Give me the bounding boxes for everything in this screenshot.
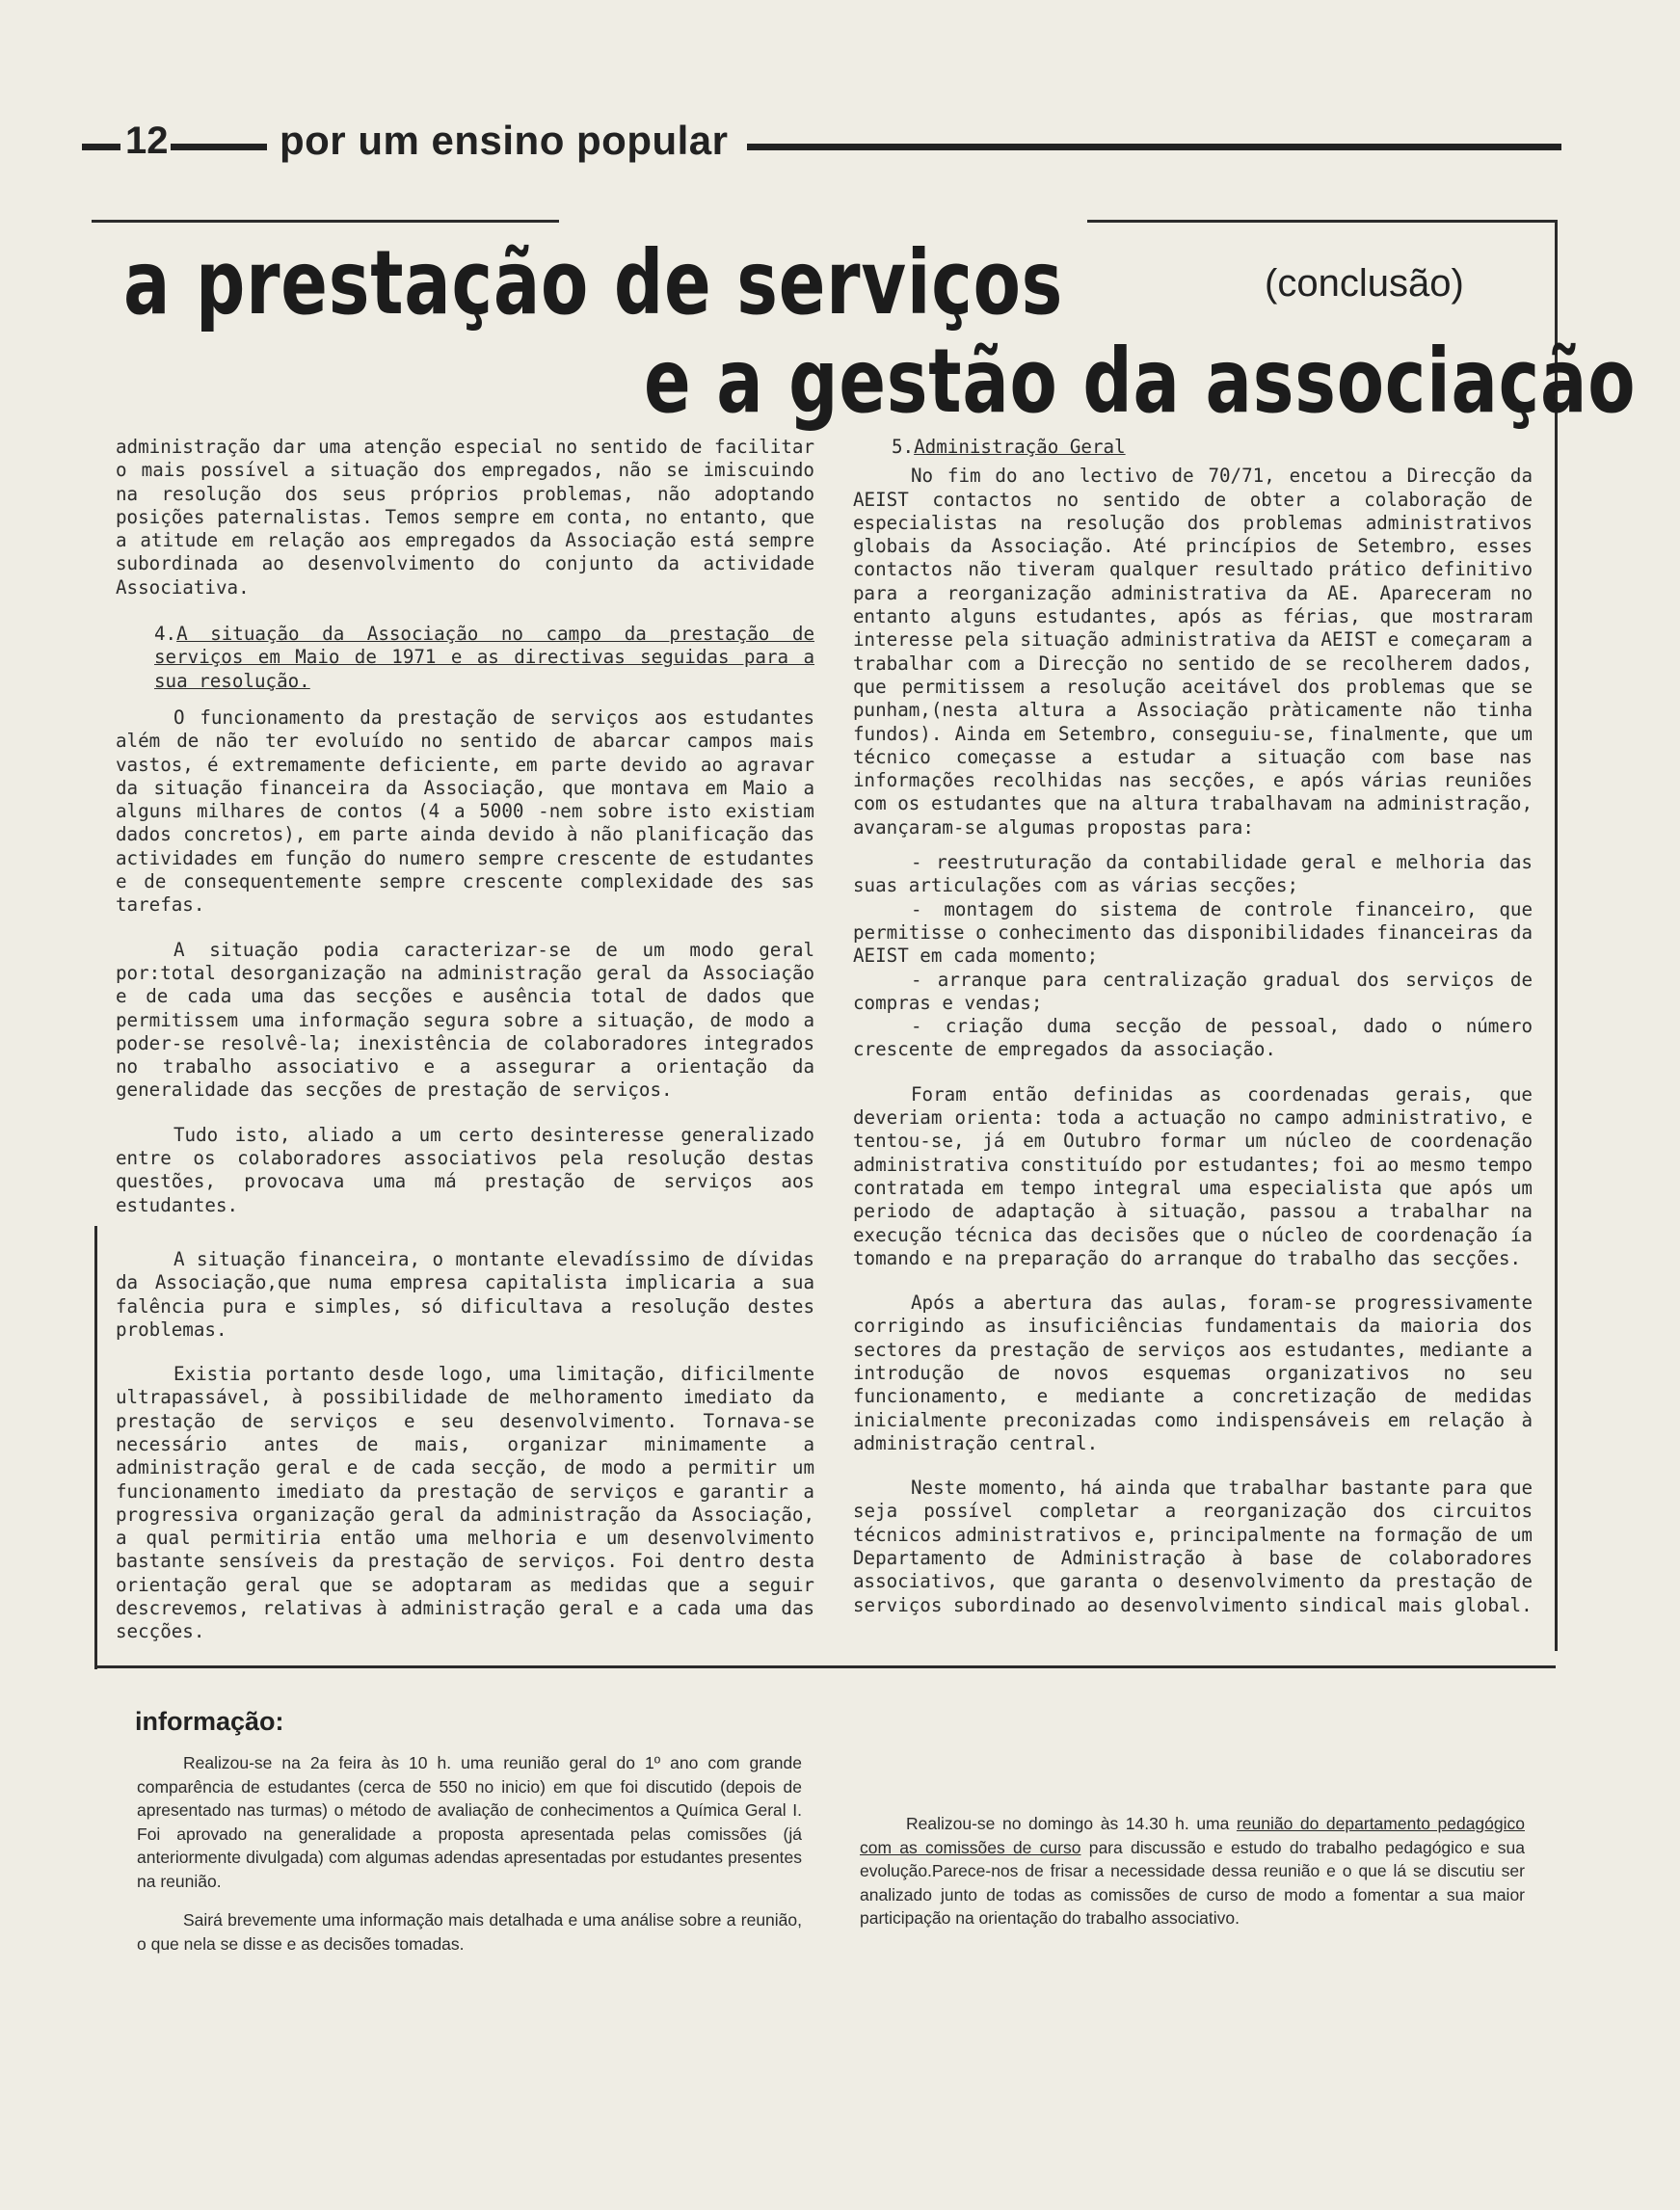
headline-subtitle: (conclusão) <box>1265 262 1464 305</box>
left-paragraph-4: Tudo isto, aliado a um certo desinteresse generalizado entre os colaboradores associativos pela resolução destas questões, provocava uma má prestação de serviços aos estudantes. <box>116 1123 814 1216</box>
left-paragraph-1: administração dar uma atenção especial no sentido de facilitar o mais possível a situação dos empregados, não se imiscuindo na resolução dos seus próprios problemas, não adoptando posições paternalistas. Temos sempre em conta, no entanto, que a atitude em relação aos empregados da Associação está sempre subordinada ao desenvolvimento do conjunto da actividade Associativa. <box>116 436 814 599</box>
info-right-underlined: reunião do departamento pedagógico com as comissões de curso <box>860 1814 1525 1857</box>
section-5-heading <box>853 436 1533 459</box>
info-right-paragraph <box>860 1812 1525 1930</box>
list-item: - montagem do sistema de controle financeiro, que permitisse o conhecimento das disponibilidades financeiras da AEIST em cada momento; <box>853 897 1533 968</box>
section-5-number: 5. <box>892 436 915 458</box>
right-paragraph-1: No fim do ano lectivo de 70/71, encetou a Direcção da AEIST contactos no sentido de obter a colaboração de especialistas na resolução dos problemas administrativos globais da Associação. Até princípios de Setembro, esses contactos não tiveram qualquer resultado prático definitivo para a reorganização administrativa da AE. Apareceram no entanto alguns estudantes, após as férias, que mostraram interesse pela situação administrativa da AEIST e começaram a trabalhar com a Direcção no sentido de se recolherem dados, que permitissem a resolução aceitável dos problemas que se punham,(nesta altura a Associação pràticamente não tinha fundos). Ainda em Setembro, conseguiu-se, finalmente, que um técnico começasse a estudar a situação com base nas informações recolhidas nas secções, e após várias reuniões com os estudantes que na altura trabalhavam na administração, avançaram-se algumas propostas para: <box>853 465 1533 839</box>
header-rule-right <box>747 144 1561 150</box>
section-4-title: A situação da Associação no campo da prestação de serviços em Maio de 1971 e as directivas seguidas para a sua resolução. <box>154 623 814 692</box>
info-right-text-start: Realizou-se no domingo às 14.30 h. uma <box>906 1814 1237 1833</box>
info-left-paragraph-2: Sairá brevemente uma informação mais detalhada e uma análise sobre a reunião, o que nela se disse e as decisões tomadas. <box>137 1910 802 1954</box>
headline-line-1: a prestação de serviços <box>123 231 1064 334</box>
info-left-paragraph-1: Realizou-se na 2a feira às 10 h. uma reunião geral do 1º ano com grande comparência de estudantes (cerca de 550 no inicio) em que foi discutido (depois de apresentado nas turmas) o método de avaliação de conhecimentos a Química Geral I. Foi aprovado na generalidade a proposta apresentada pelas comissões (já anteriormente divulgada) com algumas adendas apresentadas por estudantes presentes na reunião. <box>137 1753 802 1891</box>
frame-left-lower <box>94 1226 97 1669</box>
running-title: por um ensino popular <box>280 118 729 163</box>
info-left-block <box>137 1751 802 1956</box>
info-section-title: informação: <box>135 1707 284 1736</box>
left-paragraph-5: A situação financeira, o montante elevadíssimo de dívidas da Associação,que numa empresa capitalista implicaria a sua falência pura e simples, só dificultava a resolução destes problemas. <box>116 1247 814 1341</box>
article-right-column <box>853 436 1533 1617</box>
list-item: - arranque para centralização gradual dos serviços de compras e vendas; <box>853 968 1533 1014</box>
section-5-title: Administração Geral <box>914 436 1126 458</box>
frame-top-left <box>92 220 559 223</box>
section-4-heading <box>116 623 814 693</box>
info-right-text-end: para discussão e estudo do trabalho pedagógico e sua evolução.Parece-nos de frisar a necessidade dessa reunião e o que lá se discutiu ser analizado junto de todas as comissões de curso de modo a fomentar a sua maior participação na orientação do trabalho associativo. <box>860 1837 1525 1928</box>
info-right-block <box>860 1812 1525 1930</box>
left-paragraph-2: O funcionamento da prestação de serviços aos estudantes além de não ter evoluído no sentido de abarcar campos mais vastos, é extremamente deficiente, em parte devido ao agravar da situação financeira da Associação, que montava em Maio a alguns milhares de contos (4 a 5000 -nem sobre isto existiam dados concretos), em parte ainda devido à não planificação das actividades em função do numero sempre crescente de estudantes e de consequentemente sempre crescente complexidade des sas tarefas. <box>116 706 814 917</box>
right-paragraph-2: Foram então definidas as coordenadas gerais, que deveriam orienta: toda a actuação no campo administrativo, e tentou-se, já em Outubro formar um núcleo de coordenação administrativa constituído por estudantes; foi ao mesmo tempo contratada em tempo integral uma especialista que após um periodo de adaptação à situação, passou a trabalhar na execução técnica das decisões que o núcleo de coordenação ía tomando e na preparação do arranque do trabalho das secções. <box>853 1082 1533 1269</box>
frame-bottom <box>96 1665 1556 1668</box>
list-item: - criação duma secção de pessoal, dado o número crescente de empregados da associação. <box>853 1015 1533 1061</box>
headline-line-2: e a gestão da associação <box>644 330 1637 433</box>
section-4-number: 4. <box>154 623 177 646</box>
frame-right <box>1555 220 1558 1651</box>
left-paragraph-6: Existia portanto desde logo, uma limitação, dificilmente ultrapassável, à possibilidade de melhoramento imediato da prestação de serviços e seu desenvolvimento. Tornava-se necessário antes de mais, organizar minimamente a administração geral e de cada secção, de modo a permitir um funcionamento imediato da prestação de serviços e garantir a progressiva organização geral da administração da Associação, a qual permitiria então uma melhoria e um desenvolvimento bastante sensíveis da prestação de serviços. Foi dentro desta orientação geral que se adoptaram as medidas que a seguir descrevemos, relativas à administração geral e a cada uma das secções. <box>116 1363 814 1643</box>
header-rule-left <box>82 144 120 150</box>
article-left-column <box>116 436 814 1644</box>
right-paragraph-3: Após a abertura das aulas, foram-se progressivamente corrigindo as insuficiências fundamentais da maioria dos sectores da prestação de serviços aos estudantes, mediante a introdução de novos esquemas organizativos no seu funcionamento, e mediante a concretização de medidas inicialmente preconizadas como indispensáveis em relação à administração central. <box>853 1291 1533 1454</box>
frame-top-right <box>1087 220 1555 223</box>
right-paragraph-4: Neste momento, há ainda que trabalhar bastante para que seja possível completar a reorganização dos circuitos técnicos administrativos e, principalmente na formação de um Departamento de Administração à base de colaboradores associativos, que garanta o desenvolvimento da prestação de serviços subordinado ao desenvolvimento sindical mais global. <box>853 1477 1533 1616</box>
running-header <box>82 114 1561 172</box>
header-rule-mid <box>171 144 267 150</box>
left-paragraph-3: A situação podia caracterizar-se de um modo geral por:total desorganização na administração geral da Associação e de cada uma das secções e ausência total de dados que permitissem uma informação segura sobre a situação, de modo a poder-se resolvê-la; inexistência de colaboradores integrados no trabalho associativo e a assegurar a orientação da generalidade das secções de prestação de serviços. <box>116 938 814 1102</box>
page-number: 12 <box>125 120 169 162</box>
list-item: - reestruturação da contabilidade geral e melhoria das suas articulações com as várias secções; <box>853 851 1533 897</box>
